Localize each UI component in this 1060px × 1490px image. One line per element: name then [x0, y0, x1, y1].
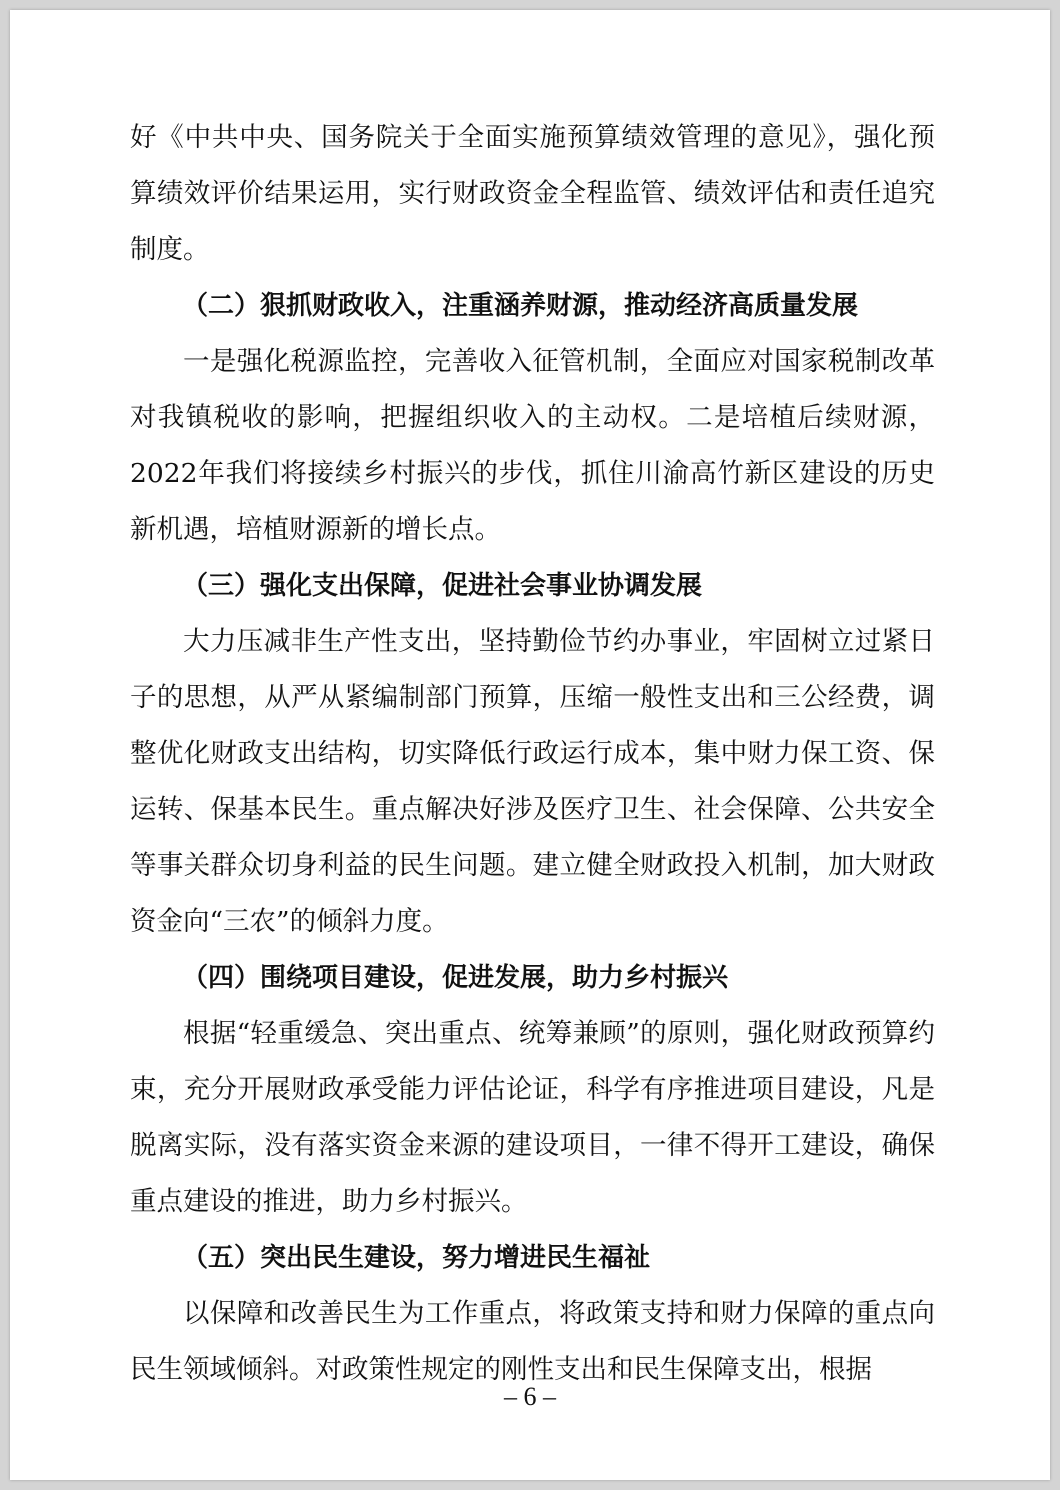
paragraph-revenue: 一是强化税源监控，完善收入征管机制，全面应对国家税制改革对我镇税收的影响，把握组织收入的主动权。二是培植后续财源，2022年我们将接续乡村振兴的步伐，抓住川渝高竹新区建设的历史新机遇，培植财源新的增长点。 [130, 346, 935, 545]
section-heading-3: （三）强化支出保障，促进社会事业协调发展 [182, 571, 703, 601]
document-body [130, 110, 935, 1398]
paragraph-expenditure: 大力压减非生产性支出，坚持勤俭节约办事业，牢固树立过紧日子的思想，从严从紧编制部门预算，压缩一般性支出和三公经费，调整优化财政支出结构，切实降低行政运行成本，集中财力保工资、保运转、保基本民生。重点解决好涉及医疗卫生、社会保障、公共安全等事关群众切身利益的民生问题。建立健全财政投入机制，加大财政资金向“三农”的倾斜力度。 [130, 626, 935, 937]
section-heading-2: （二）狠抓财政收入，注重涵养财源，推动经济高质量发展 [182, 291, 859, 321]
section-heading-4: （四）围绕项目建设，促进发展，助力乡村振兴 [182, 963, 729, 993]
document-page [10, 10, 1050, 1480]
paragraph-projects: 根据“轻重缓急、突出重点、统筹兼顾”的原则，强化财政预算约束，充分开展财政承受能力评估论证，科学有序推进项目建设，凡是脱离实际，没有落实资金来源的建设项目，一律不得开工建设，确保重点建设的推进，助力乡村振兴。 [130, 1018, 935, 1217]
section-heading-5: （五）突出民生建设，努力增进民生福祉 [182, 1243, 651, 1273]
paragraph-livelihood: 以保障和改善民生为工作重点，将政策支持和财力保障的重点向民生领域倾斜。对政策性规定的刚性支出和民生保障支出，根据 [130, 1298, 935, 1385]
page-number: – 6 – [504, 1382, 556, 1411]
paragraph-budget-performance: 好《中共中央、国务院关于全面实施预算绩效管理的意见》，强化预算绩效评价结果运用，实行财政资金全程监管、绩效评估和责任追究制度。 [130, 122, 935, 265]
